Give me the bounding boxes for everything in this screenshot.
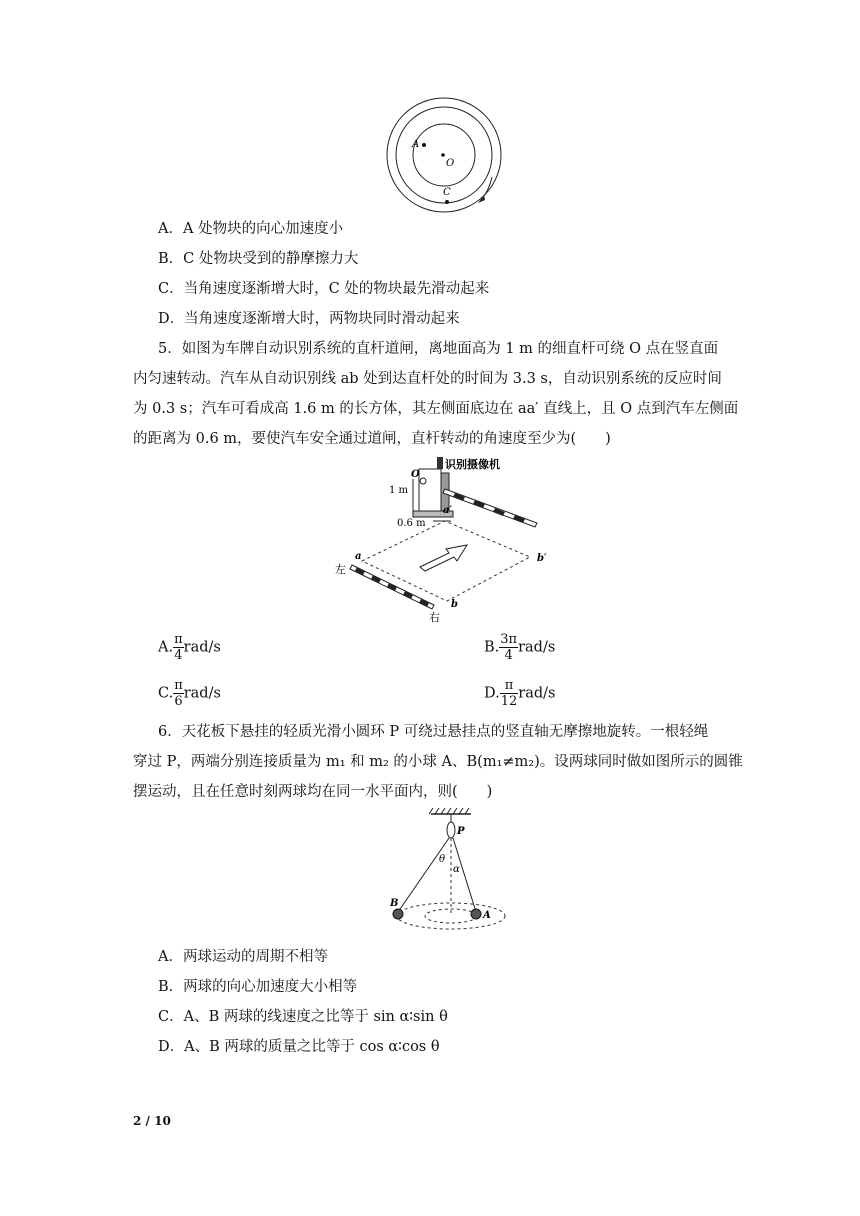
ring-p <box>447 822 455 838</box>
barrier-gate-figure <box>325 455 555 627</box>
q5-line-4: 的距离为 0.6 m，要使汽车安全通过道闸，直杆转动的角速度至少为( ) <box>133 431 611 447</box>
q4-option-d: D．当角速度逐渐增大时，两物块同时滑动起来 <box>158 311 460 327</box>
q5-option-b: B. $\frac{3\pi}{4}$ rad/s <box>484 632 556 663</box>
right-label: 右 <box>429 611 440 624</box>
label-a: A <box>483 910 491 921</box>
point-a-dot <box>422 143 426 147</box>
q6-option-c: C．A、B 两球的线速度之比等于 sin α∶sin θ <box>158 1009 448 1025</box>
gate-box <box>419 469 441 513</box>
height-label: 1 m <box>389 485 409 496</box>
turntable-figure <box>380 95 510 213</box>
label-c: C <box>443 187 451 198</box>
q4-option-c: C．当角速度逐渐增大时，C 处的物块最先滑动起来 <box>158 281 490 297</box>
ball-b <box>393 909 403 919</box>
point-c-dot <box>445 200 449 204</box>
q6-option-a: A．两球运动的周期不相等 <box>158 949 328 965</box>
label-a: A <box>412 139 420 150</box>
ceiling-hatching <box>429 808 469 814</box>
camera-icon <box>437 457 443 469</box>
conical-pendulum-figure <box>385 808 515 936</box>
label-alpha: α <box>453 864 460 875</box>
camera-label: 识别摄像机 <box>445 458 500 471</box>
q5-option-d: D. $\frac{\pi}{12}$ rad/s <box>484 678 556 709</box>
label-b: B <box>390 898 399 909</box>
b-prime-label: b′ <box>537 553 547 564</box>
q6-line-2: 穿过 P，两端分别连接质量为 m₁ 和 m₂ 的小球 A、B(m₁≠m₂)。设两球同时做如图所示的圆锥 <box>133 754 743 770</box>
direction-arrow <box>420 545 467 571</box>
left-label: 左 <box>335 563 346 576</box>
a-prime-label: a′ <box>443 505 453 516</box>
q6-line-1: 6．天花板下悬挂的轻质光滑小圆环 P 可绕过悬挂点的竖直轴无摩擦地旋转。一根轻绳 <box>158 724 709 740</box>
ball-a <box>471 909 481 919</box>
page-number: 2 / 10 <box>133 1114 171 1128</box>
label-theta: θ <box>439 854 446 865</box>
q4-option-b: B．C 处物块受到的静摩擦力大 <box>158 251 359 267</box>
q6-line-3: 摆运动，且在任意时刻两球均在同一水平面内，则( ) <box>133 784 493 800</box>
q6-option-b: B．两球的向心加速度大小相等 <box>158 979 358 995</box>
string-a <box>453 838 476 912</box>
pivot-label: O <box>411 469 420 480</box>
q5-line-2: 内匀速转动。汽车从自动识别线 ab 处到达直杆处的时间为 3.3 s，自动识别系统的反应时间 <box>133 371 722 387</box>
rotation-arrowhead <box>478 195 485 203</box>
a-label: a <box>355 551 362 562</box>
label-o: O <box>446 158 455 169</box>
string-b <box>398 838 449 912</box>
q5-option-c: C. $\frac{\pi}{6}$ rad/s <box>158 678 221 709</box>
label-p: P <box>457 826 465 837</box>
q5-option-a: A. $\frac{\pi}{4}$ rad/s <box>158 632 221 663</box>
center-dot <box>441 153 445 157</box>
q6-option-d: D．A、B 两球的质量之比等于 cos α∶cos θ <box>158 1039 440 1055</box>
q5-line-1: 5．如图为车牌自动识别系统的直杆道闸，离地面高为 1 m 的细直杆可绕 O 点在竖直面 <box>158 341 719 357</box>
b-label: b <box>451 599 458 610</box>
q5-line-3: 为 0.3 s；汽车可看成高 1.6 m 的长方体，其左侧面底边在 aa′ 直线上，且 O 点到汽车左侧面 <box>133 401 739 417</box>
q4-option-a: A．A 处物块的向心加速度小 <box>158 221 344 237</box>
distance-label: 0.6 m <box>397 518 426 529</box>
